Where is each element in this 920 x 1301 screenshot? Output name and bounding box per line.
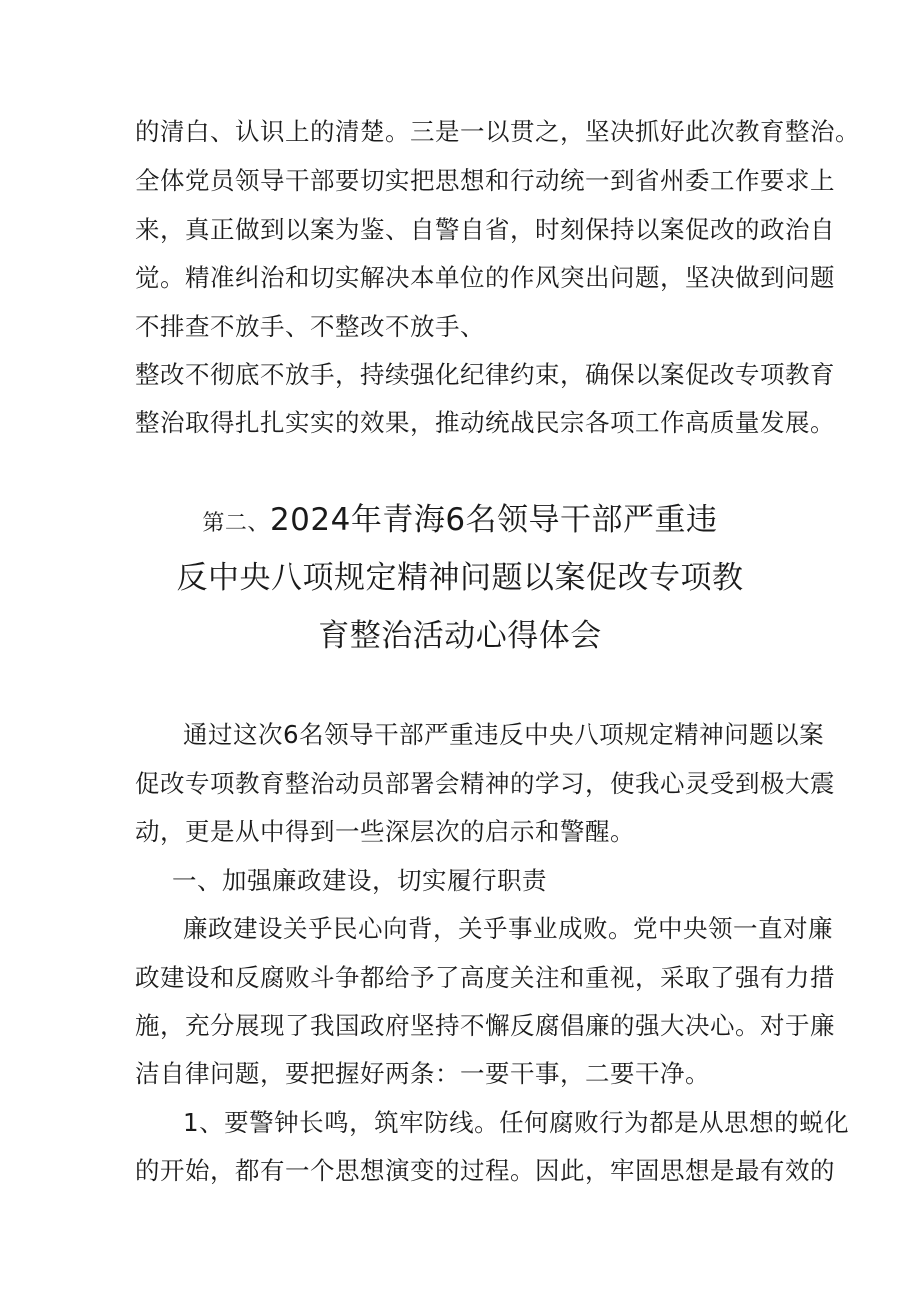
section-title-line-3: 育整治活动心得体会 [318, 618, 602, 654]
subsection-heading: 一、加强廉政建设，切实履行职责 [172, 866, 547, 895]
text-line: 通过这次6名领导干部严重违反中央八项规定精神问题以案 [183, 720, 825, 749]
text-line: 动，更是从中得到一些深层次的启示和警醒。 [135, 817, 635, 846]
section-title-line-2: 反中央八项规定精神问题以案促改专项教 [176, 560, 744, 596]
section-title-line-1 [0, 502, 920, 538]
text-line: 廉政建设关乎民心向背，关乎事业成败。党中央领一直对廉 [183, 914, 833, 943]
text-line: 的清白、认识上的清楚。三是一以贯之，坚决抓好此次教育整治。 [135, 117, 860, 146]
section-title-text: 2024年青海6名领导干部严重违 [269, 502, 718, 538]
text-line: 觉。精准纠治和切实解决本单位的作风突出问题，坚决做到问题 [135, 263, 835, 292]
text-line: 1、要警钟长鸣，筑牢防线。任何腐败行为都是从思想的蜕化 [183, 1108, 850, 1137]
text-line: 整改不彻底不放手，持续强化纪律约束，确保以案促改专项教育 [135, 360, 835, 389]
section-title-prefix: 第二、 [202, 511, 270, 536]
text-line: 促改专项教育整治动员部署会精神的学习，使我心灵受到极大震 [135, 769, 835, 798]
text-line: 不排查不放手、不整改不放手、 [135, 312, 485, 341]
text-line: 政建设和反腐败斗争都给予了高度关注和重视，采取了强有力措 [135, 963, 835, 992]
text-line: 来，真正做到以案为鉴、自警自省，时刻保持以案促改的政治自 [135, 215, 835, 244]
text-line: 全体党员领导干部要切实把思想和行动统一到省州委工作要求上 [135, 166, 835, 195]
text-line: 的开始，都有一个思想演变的过程。因此，牢固思想是最有效的 [135, 1156, 835, 1185]
text-line: 施，充分展现了我国政府坚持不懈反腐倡廉的强大决心。对于廉 [135, 1011, 835, 1040]
text-line: 洁自律问题，要把握好两条：一要干事，二要干净。 [135, 1059, 710, 1088]
text-line: 整治取得扎扎实实的效果，推动统战民宗各项工作高质量发展。 [135, 408, 835, 437]
